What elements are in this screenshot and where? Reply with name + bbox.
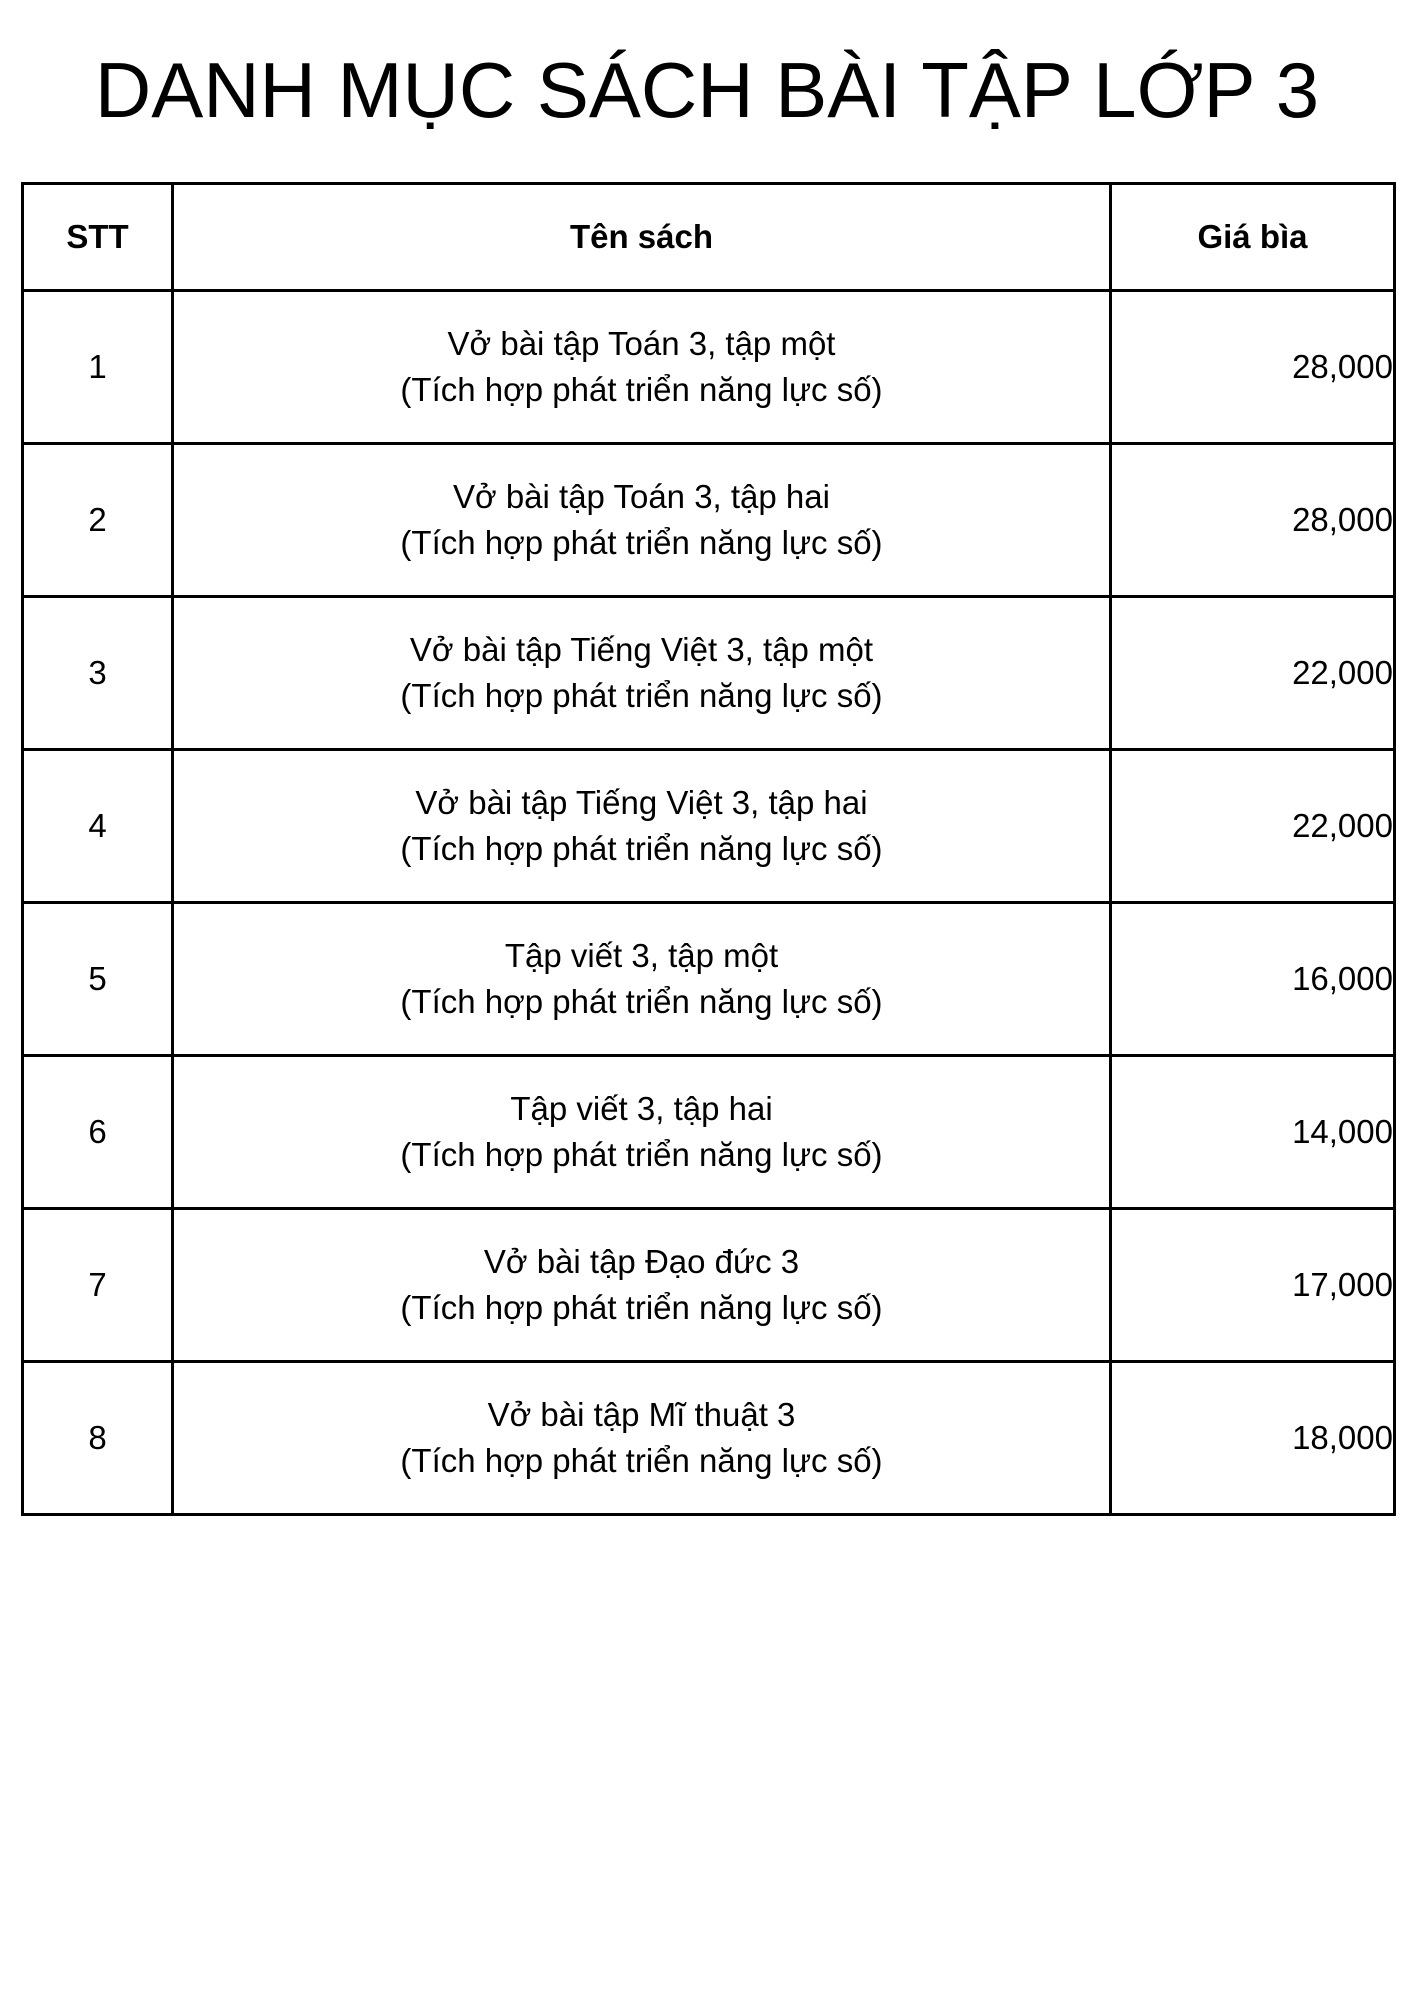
row-stt: 2 [23,444,173,597]
book-title: Vở bài tập Mĩ thuật 3 [487,1396,796,1433]
row-book-name [173,1056,1111,1209]
book-title: Vở bài tập Toán 3, tập hai [453,478,830,515]
book-catalog-table [21,182,1396,1516]
row-book-name [173,1362,1111,1515]
row-price: 28,000 [1111,444,1395,597]
book-subtitle: (Tích hợp phát triển năng lực số) [400,1289,883,1326]
book-title: Vở bài tập Toán 3, tập một [447,325,836,362]
row-stt: 3 [23,597,173,750]
row-stt: 7 [23,1209,173,1362]
row-book-name [173,750,1111,903]
book-subtitle: (Tích hợp phát triển năng lực số) [400,1136,883,1173]
table-row [23,444,1395,597]
header-book-name: Tên sách [173,184,1111,291]
header-cover-price: Giá bìa [1111,184,1395,291]
row-price: 16,000 [1111,903,1395,1056]
table-row [23,291,1395,444]
book-title: Tập viết 3, tập hai [510,1090,773,1127]
row-book-name [173,1209,1111,1362]
book-subtitle: (Tích hợp phát triển năng lực số) [400,371,883,408]
row-price: 22,000 [1111,597,1395,750]
book-title: Tập viết 3, tập một [504,937,779,974]
book-title: Vở bài tập Tiếng Việt 3, tập hai [415,784,868,821]
table-row [23,597,1395,750]
table-row [23,1362,1395,1515]
book-subtitle: (Tích hợp phát triển năng lực số) [400,1442,883,1479]
book-title: Vở bài tập Đạo đức 3 [483,1243,800,1280]
row-stt: 8 [23,1362,173,1515]
row-stt: 1 [23,291,173,444]
row-book-name [173,444,1111,597]
book-subtitle: (Tích hợp phát triển năng lực số) [400,830,883,867]
book-title: Vở bài tập Tiếng Việt 3, tập một [409,631,874,668]
header-stt: STT [23,184,173,291]
row-stt: 5 [23,903,173,1056]
table-row [23,1056,1395,1209]
row-price: 22,000 [1111,750,1395,903]
row-stt: 4 [23,750,173,903]
page-title: DANH MỤC SÁCH BÀI TẬP LỚP 3 [94,46,1320,134]
row-price: 28,000 [1111,291,1395,444]
table-header-row [23,184,1395,291]
table-row [23,1209,1395,1362]
table-row [23,750,1395,903]
book-subtitle: (Tích hợp phát triển năng lực số) [400,677,883,714]
row-stt: 6 [23,1056,173,1209]
book-subtitle: (Tích hợp phát triển năng lực số) [400,524,883,561]
book-subtitle: (Tích hợp phát triển năng lực số) [400,983,883,1020]
row-book-name [173,291,1111,444]
row-book-name [173,597,1111,750]
table-row [23,903,1395,1056]
row-price: 17,000 [1111,1209,1395,1362]
row-price: 18,000 [1111,1362,1395,1515]
row-book-name [173,903,1111,1056]
row-price: 14,000 [1111,1056,1395,1209]
